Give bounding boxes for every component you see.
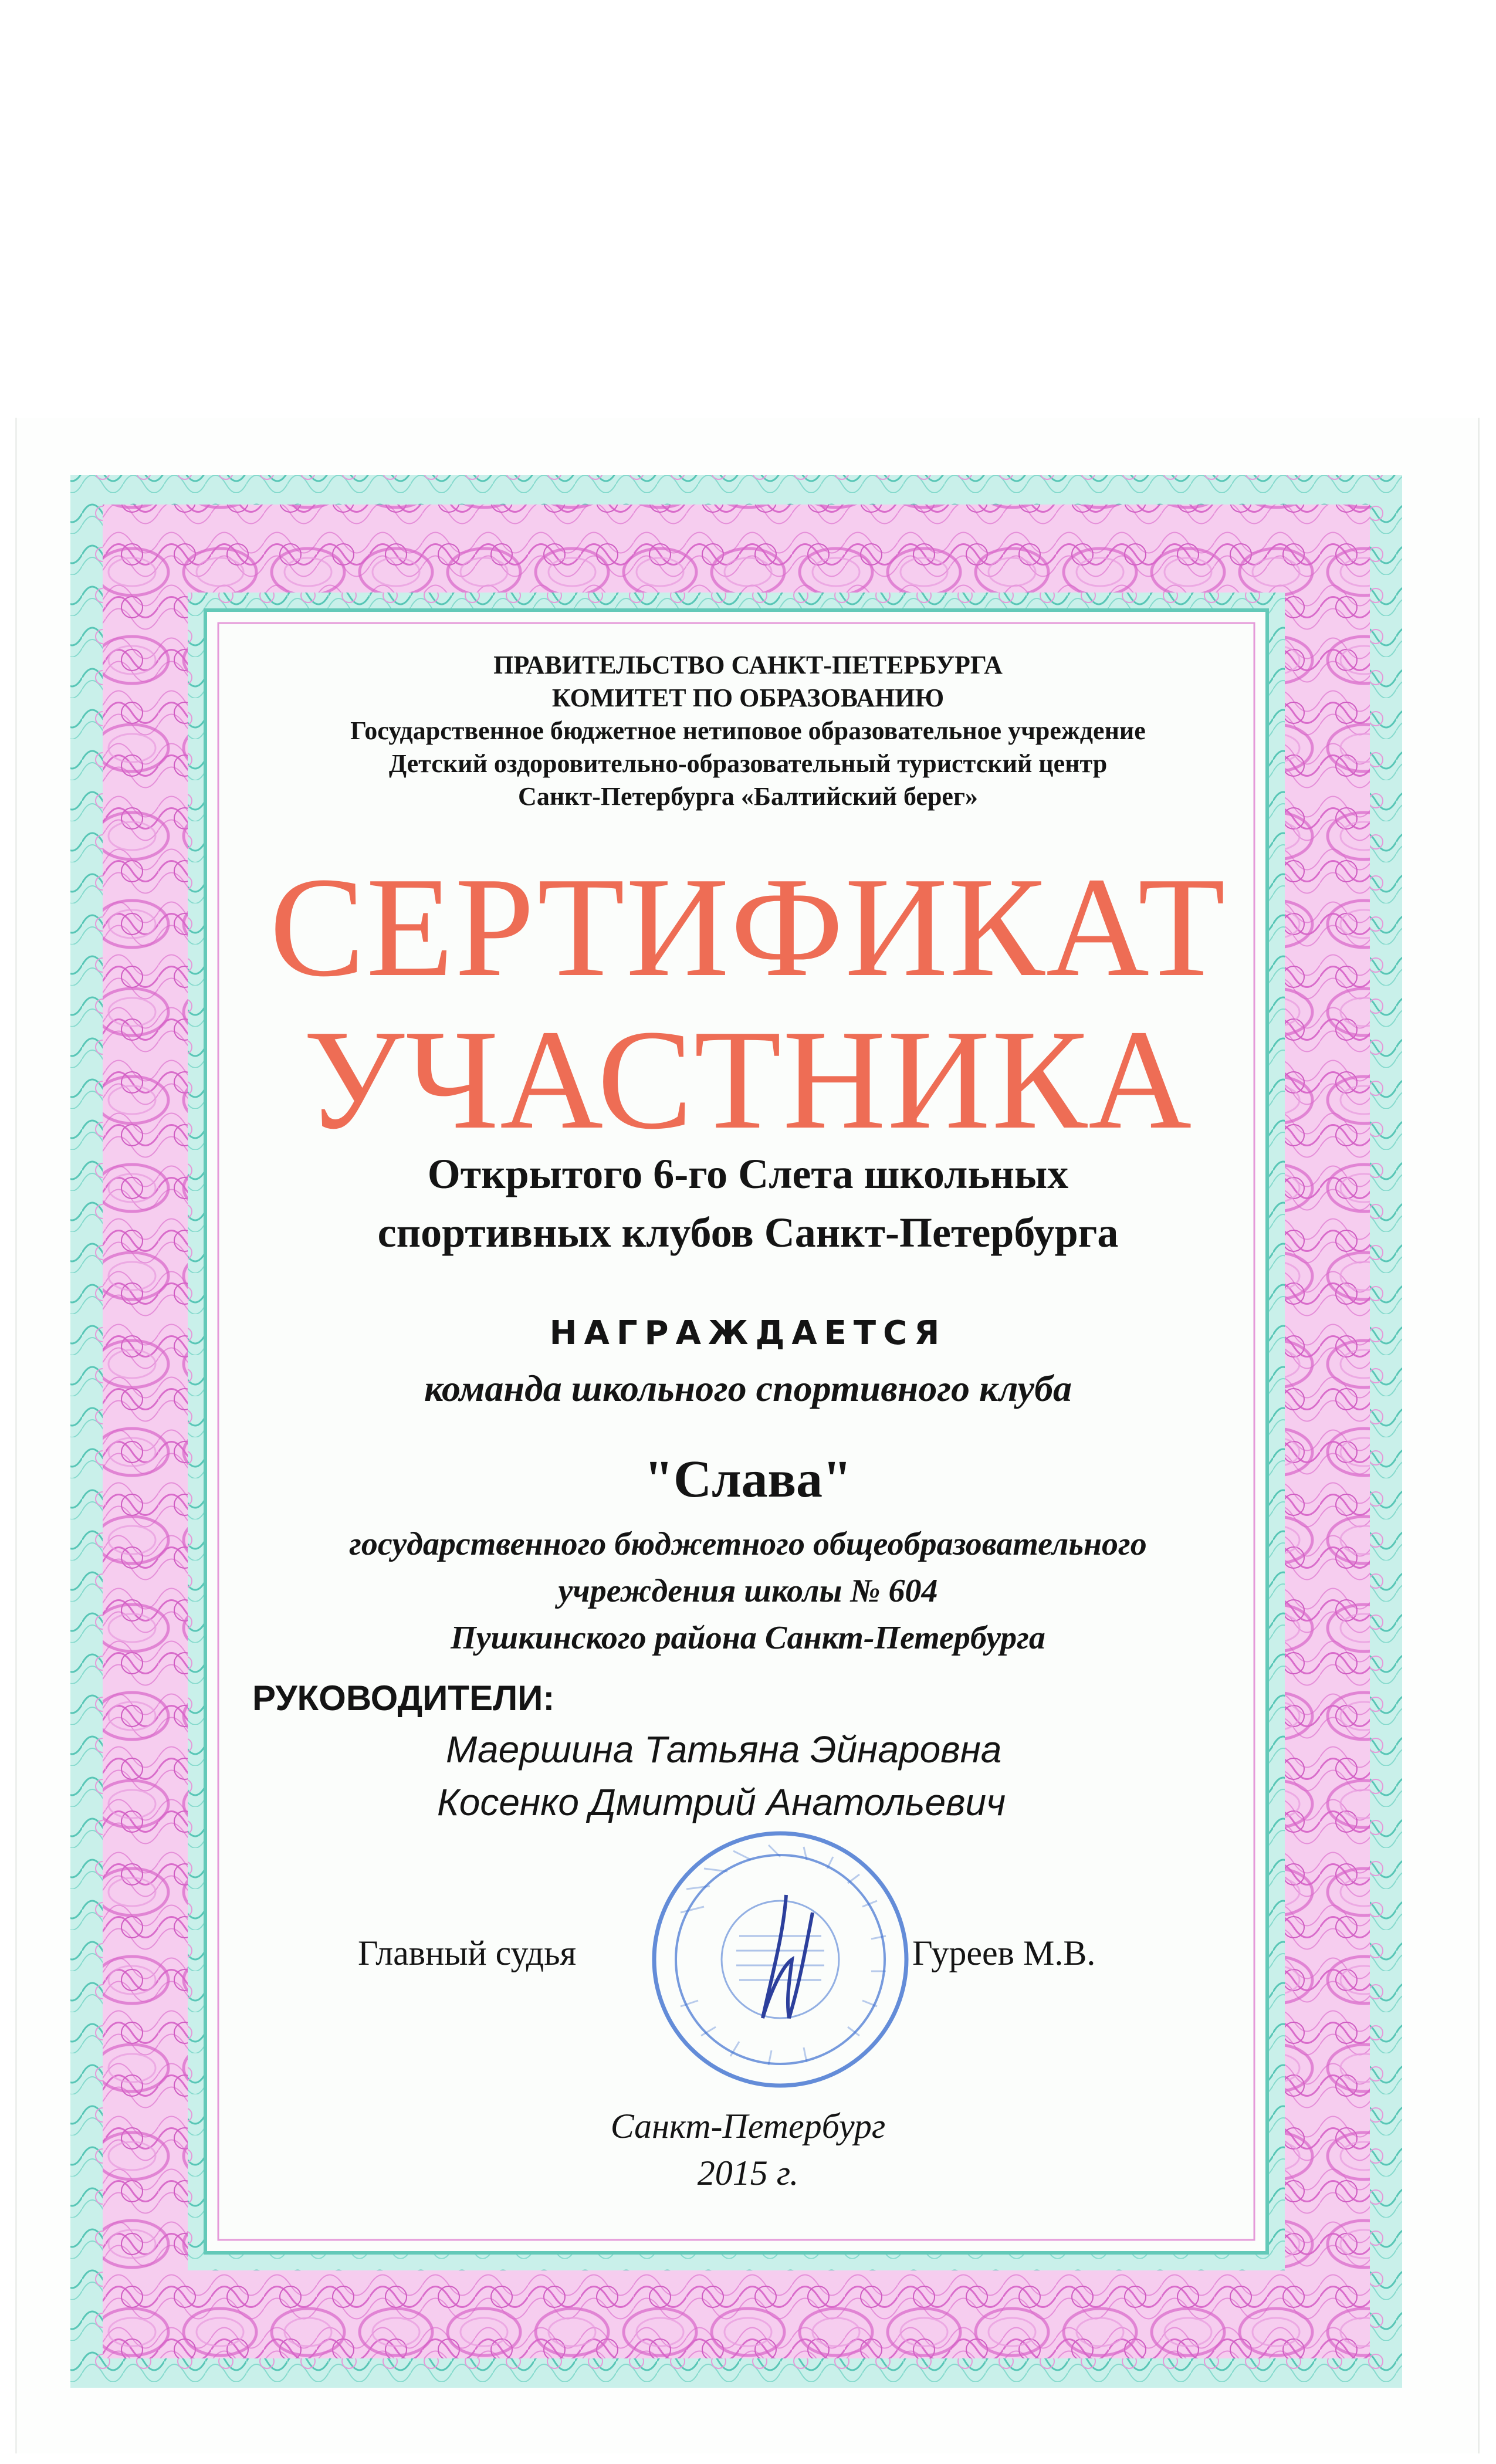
certificate-title-line2: УЧАСТНИКА [303,1000,1193,1159]
judge-label: Главный судья [358,1934,577,1972]
leader-name-2: Косенко Дмитрий Анатольевич [437,1781,1006,1823]
judge-name: Гуреев М.В. [912,1934,1096,1972]
header-committee: КОМИТЕТ ПО ОБРАЗОВАНИЮ [551,683,945,712]
organization-line3: Пушкинского района Санкт-Петербурга [451,1620,1045,1656]
header-government: ПРАВИТЕЛЬСТВО САНКТ-ПЕТЕРБУРГА [493,651,1003,679]
official-stamp [645,1825,915,2094]
header-institution-name: Детский оздоровительно-образовательный туристский центр [388,749,1108,778]
award-recipient-line: команда школьного спортивного клуба [424,1368,1072,1409]
leader-name-1: Маершина Татьяна Эйнаровна [446,1728,1002,1771]
leaders-label: РУКОВОДИТЕЛИ: [252,1678,555,1718]
award-heading: НАГРАЖДАЕТСЯ [549,1314,947,1352]
footer-year: 2015 г. [697,2154,799,2192]
club-name: "Слава" [644,1450,852,1508]
organization-line2: учреждения школы № 604 [558,1573,938,1609]
footer-city: Санкт-Петербург [610,2107,886,2145]
header-institution-type: Государственное бюджетное нетиповое образовательное учреждение [350,716,1146,745]
header-institution-city: Санкт-Петербурга «Балтийский берег» [518,782,978,811]
certificate-title-line1: СЕРТИФИКАТ [269,848,1227,1006]
organization-line1: государственного бюджетного общеобразовательного [349,1526,1147,1562]
event-line1: Открытого 6-го Слета школьных [427,1150,1069,1197]
event-line2: спортивных клубов Санкт-Петербурга [377,1209,1119,1256]
